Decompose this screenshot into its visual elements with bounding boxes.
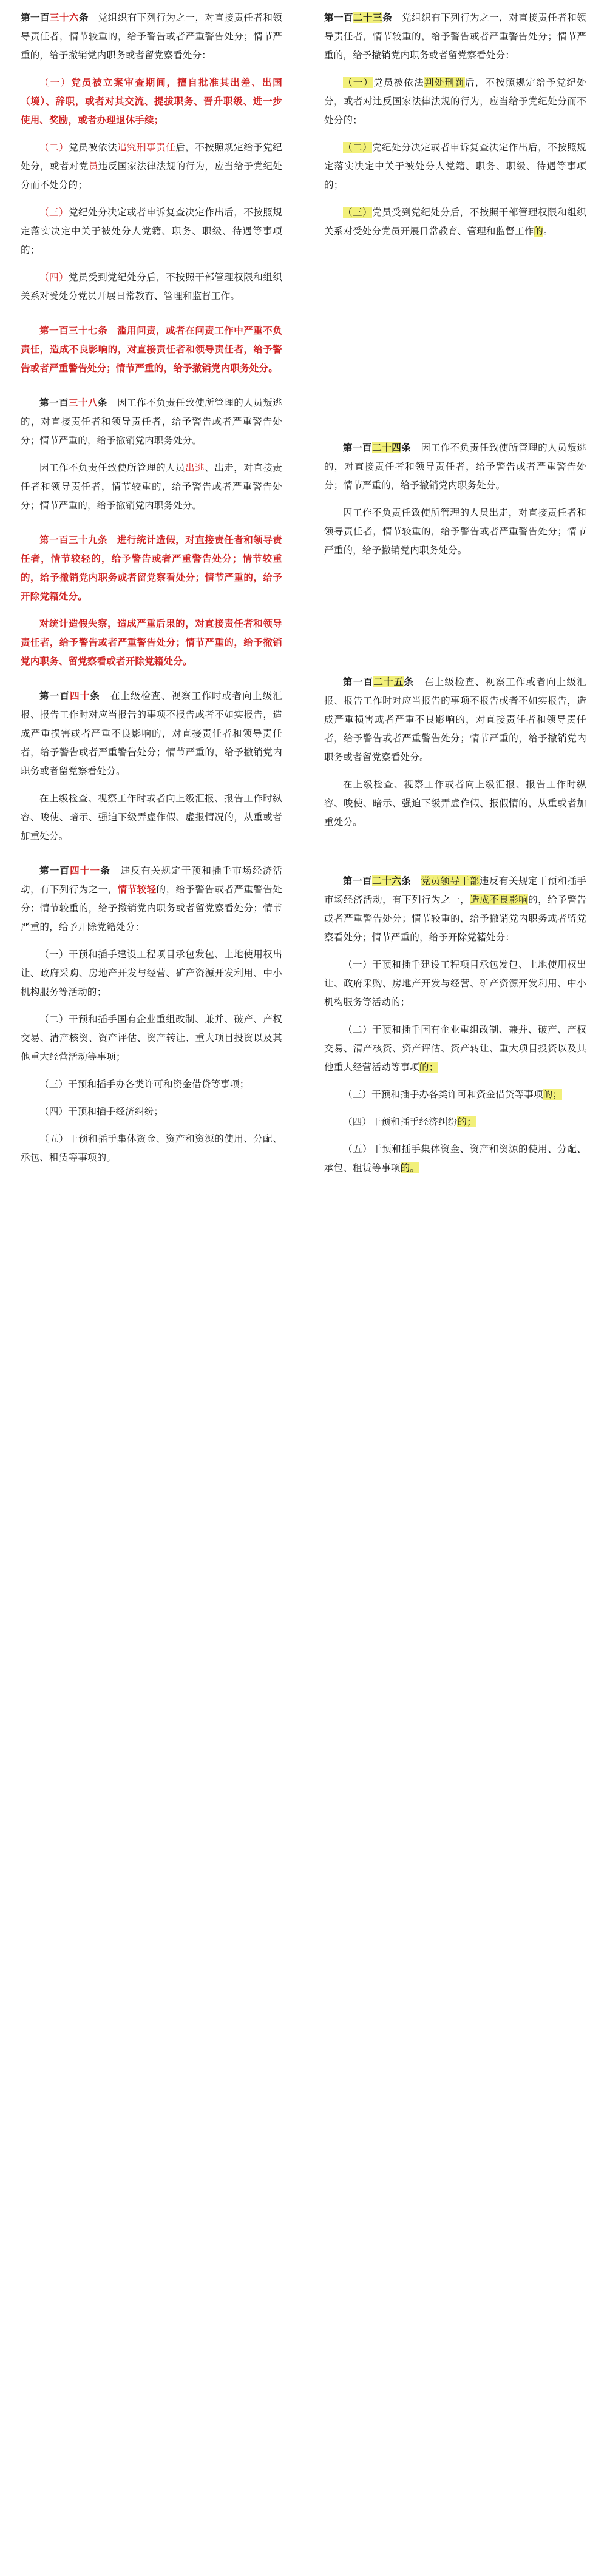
text-run: 二十三 xyxy=(353,12,383,23)
text-run: （二）干预和插手国有企业重组改制、兼并、破产、产权交易、清产核资、资产评估、资产转让、重大项目投资以及其他重大经营活动等事项； xyxy=(21,1014,282,1062)
text-run: 第一百 xyxy=(39,865,70,876)
text-run: 的； xyxy=(543,1089,563,1100)
text-run: 在上级检查、视察工作时或者向上级汇报、报告工作时对应当报告的事项不报告或者不如实报告，造成严重损害或者严重不良影响的，对直接责任者和领导责任者，给予警告或者严重警告处分；情节严重的，给予撤销党内职务或者留党察看处分。 xyxy=(21,690,282,777)
text-run: 党组织有下列行为之一，对直接责任者和领导责任者，情节较重的，给予警告或者严重警告处分；情节严重的，给予撤销党内职务或者留党察看处分： xyxy=(324,12,586,61)
paragraph xyxy=(21,73,282,130)
article-art-136 xyxy=(21,8,282,306)
article-art-126 xyxy=(324,872,586,1178)
text-run: （三）干预和插手办各类许可和资金借贷等事项； xyxy=(39,1079,249,1090)
text-run: 的，给予警告或者严重警告处分；情节较重的，给予撤销党内职务或者留党察看处分；情节严重的，给予开除党籍处分： xyxy=(324,894,587,943)
paragraph xyxy=(21,1010,282,1067)
text-run: 党员被依法 xyxy=(69,142,118,153)
article-art-123 xyxy=(324,8,586,241)
paragraph xyxy=(21,615,282,671)
text-run: 党组织有下列行为之一，对直接责任者和领导责任者，情节较重的，给予警告或者严重警告处分；情节严重的，给予撤销党内职务或者留党察看处分： xyxy=(21,12,282,61)
paragraph xyxy=(21,687,282,781)
paragraph xyxy=(21,322,282,378)
paragraph xyxy=(21,1075,282,1094)
text-run: 员 xyxy=(88,161,98,172)
text-run: 追究刑事责任 xyxy=(117,142,176,153)
text-run: 三十八 xyxy=(69,397,98,408)
text-run: 条 xyxy=(382,12,402,23)
text-run: 造成不良影响 xyxy=(470,894,529,905)
paragraph xyxy=(324,138,586,195)
text-run: （二） xyxy=(343,142,373,153)
text-run: 因工作不负责任致使所管理的人员叛逃的，对直接责任者和领导责任者，给予警告或者严重警告处分；情节严重的，给予撤销党内职务处分。 xyxy=(324,442,587,491)
text-run: 第一百 xyxy=(21,12,50,23)
paragraph xyxy=(21,1102,282,1121)
paragraph xyxy=(324,504,586,560)
article-art-137 xyxy=(21,322,282,378)
text-run: （一）干预和插手建设工程项目承包发包、土地使用权出让、政府采购、房地产开发与经营、矿产资源开发利用、中小机构服务等活动的； xyxy=(324,959,586,1008)
text-run: （三） xyxy=(39,207,69,218)
text-run: 的； xyxy=(419,1062,439,1073)
text-run: 条 xyxy=(78,12,98,23)
text-run: 党员受到党纪处分后，不按照干部管理权限和组织关系对受处分党员开展日常教育、管理和监督工作。 xyxy=(21,272,282,302)
paragraph xyxy=(21,861,282,937)
paragraph xyxy=(21,459,282,515)
text-run: （一）干预和插手建设工程项目承包发包、土地使用权出让、政府采购、房地产开发与经营、矿产资源开发利用、中小机构服务等活动的； xyxy=(21,949,282,997)
article-art-139 xyxy=(21,531,282,671)
text-run: 四十一 xyxy=(70,865,101,876)
text-run: 条 xyxy=(100,865,121,876)
text-run: 出逃 xyxy=(185,462,205,473)
paragraph xyxy=(324,1140,586,1178)
text-run: 第一百三十九条 xyxy=(39,534,118,545)
paragraph xyxy=(21,394,282,450)
text-run: 的 xyxy=(534,226,544,237)
article-art-141 xyxy=(21,861,282,1167)
paragraph xyxy=(21,8,282,65)
text-run: 后，不按照规定给予党纪处分，或者对党 xyxy=(21,142,283,172)
text-run: 、出走，对直接责任者和领导责任者，情节较重的，给予警告或者严重警告处分；情节严重的，给予撤销党内职务处分。 xyxy=(21,462,282,511)
text-run: （五）干预和插手集体资金、资产和资源的使用、分配、承包、租赁等事项的。 xyxy=(21,1133,282,1163)
text-run: 二十四 xyxy=(372,442,402,453)
text-run: 违反国家法律法规的行为，应当给予党纪处分而不处分的； xyxy=(21,161,282,191)
vertical-spacer xyxy=(324,576,586,673)
text-run: （五）干预和插手集体资金、资产和资源的使用、分配、承包、租赁等事项 xyxy=(324,1144,586,1173)
paragraph xyxy=(21,789,282,846)
text-run: （二）干预和插手国有企业重组改制、兼并、破产、产权交易、清产核资、资产评估、资产转让、重大项目投资以及其他重大经营活动等事项 xyxy=(324,1024,586,1073)
text-run: 第一百 xyxy=(343,676,374,687)
paragraph xyxy=(21,1130,282,1167)
paragraph xyxy=(21,203,282,260)
text-run: （三） xyxy=(343,207,373,218)
text-run: （四） xyxy=(39,272,69,283)
paragraph xyxy=(21,268,282,306)
two-column-comparison xyxy=(0,0,607,1212)
text-run: 的。 xyxy=(400,1162,420,1173)
text-run: 滥用问责，或者在问责工作中严重不负责任，造成不良影响的，对直接责任者和领导责任者，给予警告或者严重警告处分；情节严重的，给予撤销党内职务处分。 xyxy=(21,325,283,374)
vertical-spacer xyxy=(324,848,586,872)
text-run: 党员被立案审查期间，擅自批准其出差、出国（境）、辞职，或者对其交流、提拔职务、晋升职级、进一步使用、奖励，或者办理退休手续； xyxy=(21,77,282,126)
text-run: 二十六 xyxy=(372,875,402,886)
article-art-125 xyxy=(324,673,586,832)
text-run: 条 xyxy=(404,676,425,687)
text-run: 在上级检查、视察工作或者向上级汇报、报告工作时对应当报告的事项不报告或者不如实报告，造成严重损害或者严重不良影响的，对直接责任者和领导责任者，给予警告或者严重警告处分；情节严重的，给予撤销党内职务或者留党察看处分。 xyxy=(324,676,587,763)
paragraph xyxy=(21,945,282,1002)
paragraph xyxy=(21,138,282,195)
text-run: 四十 xyxy=(70,690,90,701)
text-run: 违反有关规定干预和插手市场经济活动，有下列行为之一， xyxy=(21,865,282,895)
text-run: （四）干预和插手经济纠纷 xyxy=(343,1116,458,1127)
text-run: 第一百 xyxy=(324,12,354,23)
text-run: 党员领导干部 xyxy=(421,875,480,886)
text-run: 的； xyxy=(457,1116,476,1127)
text-run: 第一百 xyxy=(39,397,69,408)
text-run: 后，不按照规定给予党纪处分，或者对违反国家法律法规的行为，应当给予党纪处分而不处分的； xyxy=(324,77,587,126)
paragraph xyxy=(324,1020,586,1077)
text-run: 条 xyxy=(401,875,421,886)
column-left-revised xyxy=(0,0,304,1201)
text-run: 党员被依法 xyxy=(373,77,425,88)
paragraph xyxy=(21,531,282,606)
text-run: 党纪处分决定或者申诉复查决定作出后，不按照规定落实决定中关于被处分人党籍、职务、职级、待遇等事项的； xyxy=(21,207,282,255)
paragraph xyxy=(324,1113,586,1131)
text-run: 第一百三十七条 xyxy=(39,325,118,336)
text-run: 因工作不负责任致使所管理的人员出走，对直接责任者和领导责任者，情节较重的，给予警告或者严重警告处分；情节严重的，给予撤销党内职务处分。 xyxy=(324,507,586,556)
vertical-spacer xyxy=(324,257,586,439)
text-run: 条 xyxy=(98,397,118,408)
article-art-140 xyxy=(21,687,282,846)
column-right-original xyxy=(304,0,607,1212)
text-run: 违反有关规定干预和插手市场经济活动，有下列行为之一， xyxy=(324,875,587,905)
text-run: （四）干预和插手经济纠纷； xyxy=(39,1106,164,1117)
text-run: （三）干预和插手办各类许可和资金借贷等事项 xyxy=(343,1089,543,1100)
text-run: 对统计造假失察，造成严重后果的，对直接责任者和领导责任者，给予警告或者严重警告处分；情节严重的，给予撤销党内职务、留党察看或者开除党籍处分。 xyxy=(21,618,282,667)
text-run: 在上级检查、视察工作时或者向上级汇报、报告工作时纵容、唆使、暗示、强迫下级弄虚作假、虚报情况的，从重或者加重处分。 xyxy=(21,793,282,841)
text-run: 进行统计造假，对直接责任者和领导责任者，情节较轻的，给予警告或者严重警告处分；情节较重的，给予撤销党内职务或者留党察看处分；情节严重的，给予开除党籍处分。 xyxy=(21,534,283,602)
text-run: 。 xyxy=(543,226,553,237)
paragraph xyxy=(324,956,586,1012)
paragraph xyxy=(324,1085,586,1104)
text-run: 因工作不负责任致使所管理的人员 xyxy=(39,462,186,473)
text-run: 因工作不负责任致使所管理的人员叛逃的，对直接责任者和领导责任者，给予警告或者严重警告处分；情节严重的，给予撤销党内职务处分。 xyxy=(21,397,283,446)
paragraph xyxy=(324,8,586,65)
text-run: 党纪处分决定或者申诉复查决定作出后，不按照规定落实决定中关于被处分人党籍、职务、职级、待遇等事项的； xyxy=(324,142,586,191)
text-run: 党员受到党纪处分后，不按照干部管理权限和组织关系对受处分党员开展日常教育、管理和监督工作 xyxy=(324,207,586,237)
text-run: 二十五 xyxy=(373,676,404,687)
article-art-124 xyxy=(324,439,586,560)
text-run: （一） xyxy=(39,77,72,88)
paragraph xyxy=(324,872,586,947)
text-run: 第一百 xyxy=(343,875,373,886)
text-run: 条 xyxy=(401,442,421,453)
text-run: 第一百 xyxy=(39,690,70,701)
text-run: 的，给予警告或者严重警告处分；情节较重的，给予撤销党内职务或者留党察看处分；情节严重的，给予开除党籍处分： xyxy=(21,884,282,932)
paragraph xyxy=(324,673,586,767)
paragraph xyxy=(324,439,586,495)
text-run: 三十六 xyxy=(49,12,79,23)
paragraph xyxy=(324,203,586,241)
text-run: （二） xyxy=(39,142,69,153)
text-run: 第一百 xyxy=(343,442,373,453)
text-run: 情节较轻 xyxy=(117,884,157,895)
paragraph xyxy=(324,73,586,130)
text-run: 判处刑罚 xyxy=(424,77,466,88)
text-run: 在上级检查、视察工作或者向上级汇报、报告工作时纵容、唆使、暗示、强迫下级弄虚作假、报假情的，从重或者加重处分。 xyxy=(324,779,586,828)
article-art-138 xyxy=(21,394,282,515)
text-run: （一） xyxy=(343,77,374,88)
paragraph xyxy=(324,775,586,832)
text-run: 条 xyxy=(90,690,110,701)
